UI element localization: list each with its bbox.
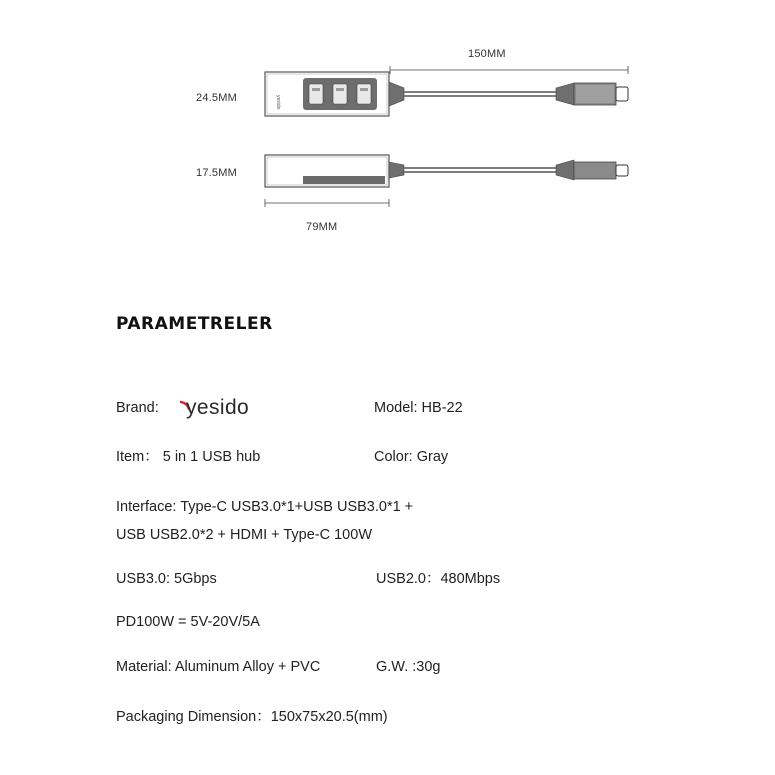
- body-length-dimension-line: [265, 199, 389, 207]
- color-spec: Color: Gray: [374, 449, 449, 465]
- length-dimension-label: 150MM: [468, 48, 506, 60]
- hub-print-mark: yesido: [275, 95, 281, 110]
- interface-spec-line2: USB USB2.0*2 + HDMI + Type-C 100W: [116, 527, 373, 543]
- item-spec: Item： 5 in 1 USB hub: [116, 449, 261, 465]
- material-spec: Material: Aluminum Alloy + PVC: [116, 659, 321, 675]
- power-delivery-spec: PD100W = 5V-20V/5A: [116, 614, 260, 630]
- parameters-heading: PARAMETRELER: [116, 314, 273, 334]
- weight-spec: G.W. :30g: [376, 659, 441, 675]
- brand-label: Brand:: [116, 400, 159, 416]
- interface-spec-line1: Interface: Type-C USB3.0*1+USB USB3.0*1 +: [116, 499, 414, 515]
- body-length-dimension-label: 79MM: [306, 221, 338, 233]
- yesido-logo: [178, 396, 270, 422]
- svg-text:yesido: yesido: [186, 396, 250, 419]
- width-dimension-label: 24.5MM: [196, 92, 237, 104]
- usb2-speed-spec: USB2.0：480Mbps: [376, 571, 501, 587]
- height-dimension-label: 17.5MM: [196, 167, 237, 179]
- hub-top-view: [265, 72, 628, 116]
- length-dimension-line: [390, 66, 628, 74]
- hub-side-view: [265, 155, 628, 187]
- model-spec: Model: HB-22: [374, 400, 463, 416]
- packaging-dimension-spec: Packaging Dimension：150x75x20.5(mm): [116, 709, 388, 725]
- usb3-speed-spec: USB3.0: 5Gbps: [116, 571, 217, 587]
- product-dimension-diagram: [0, 0, 775, 260]
